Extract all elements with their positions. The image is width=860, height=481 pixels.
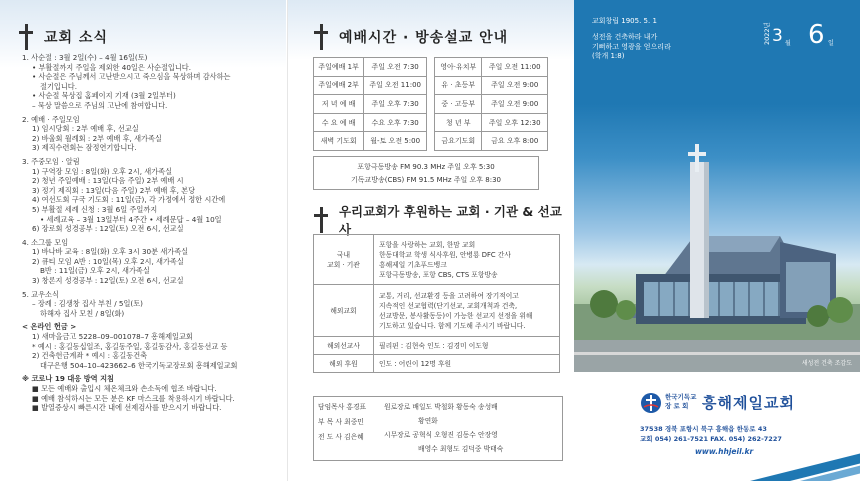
worship-row bbox=[435, 95, 548, 114]
service-name: 저 녁 예 배 bbox=[314, 95, 364, 114]
news-group-heading: 3. 주중모임 · 알림 bbox=[22, 156, 80, 166]
service-name: 새벽 기도회 bbox=[314, 132, 364, 151]
news-line: • 세례교육 – 3월 13일부터 4주간 • 세례문답 – 4월 10일 bbox=[40, 214, 222, 224]
service-time: 금요 오후 8:00 bbox=[482, 132, 548, 151]
news-line: 1) 바나바 교육 : 8일(화) 오후 3시 30분 새가족실 bbox=[32, 247, 189, 257]
founding-date: 교회창립 1905. 5. 1 bbox=[592, 17, 657, 25]
news-group bbox=[22, 322, 284, 370]
service-name: 주일예배 2부 bbox=[314, 76, 364, 95]
support-detail: 필리핀 : 김현숙 인도 : 김경미 이도형 bbox=[374, 337, 560, 355]
service-time: 주일 오전 11:00 bbox=[364, 76, 427, 95]
staff-line: 황연화 bbox=[418, 417, 438, 425]
contact-info bbox=[640, 424, 782, 444]
worship-row bbox=[435, 132, 548, 151]
news-line: 1) 임시당회 : 2부 예배 후, 선교실 bbox=[32, 124, 139, 134]
news-line: 2) 건축헌금계좌 * 예시 : 홍길동건축 bbox=[32, 351, 148, 361]
support-row bbox=[314, 355, 560, 373]
support-title: 우리교회가 후원하는 교회 · 기관 & 선교사 bbox=[338, 204, 562, 237]
cover-column bbox=[574, 0, 860, 481]
worship-row bbox=[435, 113, 548, 132]
elder-list bbox=[380, 400, 503, 457]
staff-line: 전 도 사 김은혜 bbox=[318, 433, 364, 441]
service-time: 주일 오전 11:00 bbox=[482, 58, 548, 77]
month-number: 3 bbox=[772, 26, 783, 46]
scripture-verse bbox=[592, 33, 671, 62]
worship-row bbox=[435, 58, 548, 77]
news-line: 2) 바울회 월례회 : 2부 예배 후, 새가족실 bbox=[32, 133, 162, 143]
church-name: 흥해제일교회 bbox=[702, 394, 795, 412]
service-name: 주일예배 1부 bbox=[314, 58, 364, 77]
staff-line: 배영수 최형도 김덕중 박태숙 bbox=[418, 445, 504, 453]
service-name: 청 년 부 bbox=[435, 113, 482, 132]
worship-column bbox=[287, 0, 573, 481]
news-line: 3) 창론지 성경공부 : 12일(토) 오전 6시, 선교실 bbox=[32, 276, 184, 286]
news-line: – 장례 : 김생창 집사 부친 / 5일(토) bbox=[32, 299, 143, 309]
denomination-line: 한국기독교 bbox=[665, 393, 697, 401]
news-group bbox=[22, 290, 284, 319]
news-group bbox=[22, 238, 284, 286]
news-body bbox=[22, 53, 284, 417]
staff-line: 부 목 사 최중민 bbox=[318, 418, 364, 426]
news-line: • 사순절 묵상집 홈페이지 기재 (3월 2일부터) bbox=[32, 91, 176, 101]
support-row bbox=[314, 285, 560, 337]
day-unit: 일 bbox=[828, 40, 834, 47]
service-name: 금요기도회 bbox=[435, 132, 482, 151]
news-line: 하해자 집사 모친 / 8일(화) bbox=[40, 308, 125, 318]
worship-row bbox=[314, 95, 427, 114]
news-line: • 사순절은 주님께서 고난받으시고 죽으심을 묵상하며 감사하는 bbox=[32, 72, 231, 82]
worship-table-right bbox=[434, 57, 548, 151]
news-header bbox=[18, 24, 108, 50]
support-detail: 포항을 사랑하는 교회, 한맘 교회 한동대학교 학생 식사후원, 안병룡 DFC 간사 흥해제일 기초푸드뱅크 포항극동방송, 포항 CBS, CTS 포항방송 bbox=[374, 235, 560, 285]
news-line: • 부활절까지 주일을 제외한 40일은 사순절입니다. bbox=[32, 62, 192, 72]
church-photo bbox=[574, 104, 860, 372]
service-time: 주일 오전 9:00 bbox=[482, 95, 548, 114]
support-detail: 인도 : 어린이 12명 후원 bbox=[374, 355, 560, 373]
support-detail: 교통, 거리, 선교환경 등을 고려하여 장기적이고 지속적인 선교협력(단기선교, 교회개척과 건축, 선교방문, 봉사활동등)이 가능한 선교지 선정을 위해 기도하고 있습니다. 함께 기도해 주시기 바랍니다. bbox=[374, 285, 560, 337]
year-label: 2022년 bbox=[763, 22, 771, 45]
worship-title: 예배시간 · 방송설교 안내 bbox=[339, 30, 509, 46]
news-group bbox=[22, 374, 284, 412]
news-line: 1) 새마을금고 5228–09–001078–7 흥해제일교회 bbox=[32, 332, 193, 342]
news-group-heading: 2. 예배 · 주일모임 bbox=[22, 114, 80, 124]
service-time: 주일 오전 7:30 bbox=[364, 58, 427, 77]
news-group bbox=[22, 157, 284, 234]
service-time: 수요 오후 7:30 bbox=[364, 113, 427, 132]
news-line: 절기입니다. bbox=[40, 81, 78, 91]
radio-line: 포항극동방송 FM 90.3 MHz 주일 오후 5:30 bbox=[357, 163, 495, 171]
news-line: 3) 정기 제직회 : 13일(다음 주일) 2부 예배 후, 본당 bbox=[32, 185, 196, 195]
verse-line: 기뻐하고 영광을 얻으리라 bbox=[592, 42, 671, 51]
worship-header bbox=[313, 24, 508, 50]
support-header bbox=[313, 202, 573, 238]
news-line: – 묵상 말씀으로 주님의 고난에 참여합니다. bbox=[32, 100, 168, 110]
staff-box bbox=[313, 396, 563, 461]
staff-line: 담임목사 홍경표 bbox=[318, 403, 367, 411]
news-line: 6) 장로회 성경공부 : 12일(토) 오전 6시, 선교실 bbox=[32, 224, 184, 234]
news-line: B반 : 11일(금) 오후 2시, 새가족실 bbox=[40, 266, 150, 276]
news-line: 2) 큐티 모임 A반 : 10일(목) 오후 2시, 새가족실 bbox=[32, 256, 184, 266]
news-line: 대구은행 504–10–423662–6 한국기독교장로회 흥해제일교회 bbox=[40, 360, 238, 370]
support-category: 해외선교사 bbox=[314, 337, 374, 355]
decorative-stripes bbox=[730, 451, 860, 481]
month-unit: 월 bbox=[785, 40, 791, 47]
news-line: ■ 모든 예배와 출입시 체온체크와 손소독에 협조 바랍니다. bbox=[32, 384, 217, 393]
verse-reference: (학개 1:8) bbox=[592, 52, 625, 60]
phone-fax: 교회 054) 261-7521 FAX. 054) 262-7227 bbox=[640, 435, 782, 443]
news-group-heading: 1. 사순절 : 3월 2일(수) – 4월 16일(토) bbox=[22, 53, 148, 62]
news-title: 교회 소식 bbox=[44, 30, 108, 46]
website-link[interactable]: www.hhjeil.kr bbox=[695, 447, 754, 456]
news-line: 1) 구역장 모임 : 8일(화) 오후 2시, 새가족실 bbox=[32, 166, 173, 176]
news-line: ■ 예배 참석하시는 모든 분은 KF 마스크를 착용하시기 바랍니다. bbox=[32, 393, 235, 403]
news-group bbox=[22, 115, 284, 153]
photo-caption: 새성전 건축 조감도 bbox=[801, 360, 852, 367]
denomination-line: 장 로 회 bbox=[665, 402, 689, 410]
service-name: 유 · 초등부 bbox=[435, 76, 482, 95]
news-group bbox=[22, 53, 284, 111]
news-column bbox=[0, 0, 286, 481]
service-time: 월-토 오전 5:00 bbox=[364, 132, 427, 151]
worship-table-left bbox=[313, 57, 427, 151]
news-line: < 온라인 헌금 > bbox=[22, 322, 77, 332]
service-name: 수 요 예 배 bbox=[314, 113, 364, 132]
news-line: 2) 청년 주일예배 : 13일(다음 주일) 2부 예배 시 bbox=[32, 176, 184, 186]
staff-line: 시무장로 공혁식 오형진 김동수 안장영 bbox=[384, 431, 498, 439]
service-name: 영아·유치부 bbox=[435, 58, 482, 77]
service-time: 주일 오후 7:30 bbox=[364, 95, 427, 114]
worship-row bbox=[314, 76, 427, 95]
worship-row bbox=[314, 132, 427, 151]
cross-icon bbox=[313, 24, 329, 50]
support-category: 국내 교회 · 기관 bbox=[314, 235, 374, 285]
address: 37538 경북 포항시 북구 흥해읍 한동로 43 bbox=[640, 425, 767, 433]
radio-broadcast-box bbox=[313, 156, 539, 190]
day-number: 6 bbox=[808, 20, 825, 50]
news-line: 3) 제직수련회는 잠정연기합니다. bbox=[32, 143, 137, 153]
news-line: 4) 여선도회 구국 기도회 : 11일(금), 각 가정에서 정한 시간에 bbox=[32, 195, 226, 205]
radio-line: 기독교방송(CBS) FM 91.5 MHz 주일 오후 8:30 bbox=[350, 176, 502, 184]
cross-icon bbox=[313, 207, 329, 233]
worship-row bbox=[314, 58, 427, 77]
news-line: 5) 부활절 세례 신청 : 3월 6일 주일까지 bbox=[32, 204, 158, 214]
denomination bbox=[665, 393, 696, 411]
news-line: ■ 발열증상시 빠른시간 내에 선제검사를 받으시기 바랍니다. bbox=[32, 403, 222, 413]
news-group-heading: 4. 소그룹 모임 bbox=[22, 237, 69, 247]
support-category: 해외교회 bbox=[314, 285, 374, 337]
support-row bbox=[314, 235, 560, 285]
support-category: 해외 후원 bbox=[314, 355, 374, 373]
church-logo-icon bbox=[640, 392, 662, 414]
worship-row bbox=[435, 76, 548, 95]
support-table bbox=[313, 234, 560, 373]
staff-line: 원로장로 배일도 박철화 황동숙 송성배 bbox=[384, 403, 498, 411]
pastor-list bbox=[318, 400, 380, 457]
service-time: 주일 오전 9:00 bbox=[482, 76, 548, 95]
service-time: 주일 오후 12:30 bbox=[482, 113, 548, 132]
church-building-drawing bbox=[574, 104, 860, 372]
support-row bbox=[314, 337, 560, 355]
service-name: 중 · 고등부 bbox=[435, 95, 482, 114]
news-line: ※ 코로나 19 대응 방역 지침 bbox=[22, 374, 114, 384]
verse-line: 성전을 건축하라 내가 bbox=[592, 33, 658, 41]
cross-icon bbox=[18, 24, 34, 50]
news-group-heading: 5. 교우소식 bbox=[22, 289, 59, 299]
news-line: * 예시 : 홍길동십일조, 홍길동주일, 홍길동감사, 홍길동선교 등 bbox=[32, 341, 228, 351]
worship-row bbox=[314, 113, 427, 132]
